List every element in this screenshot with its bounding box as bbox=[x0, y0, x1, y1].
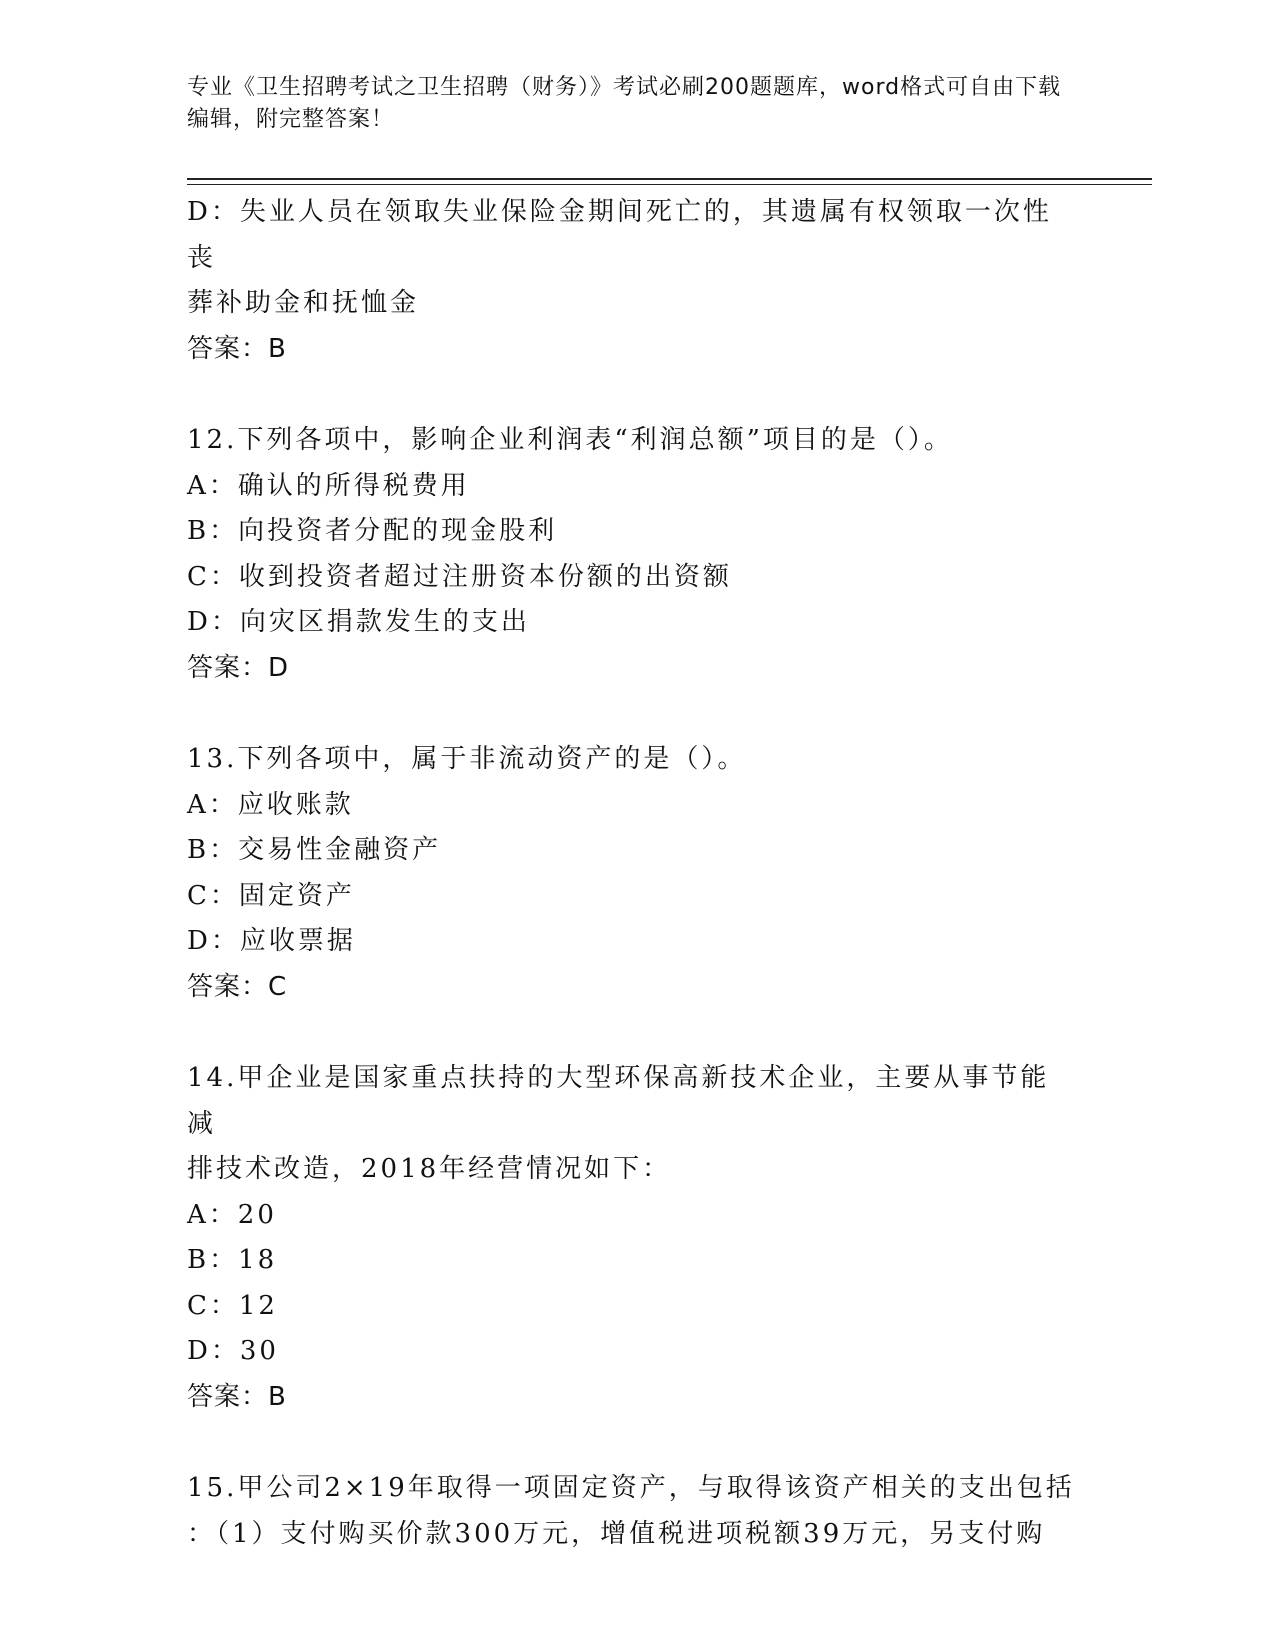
question-text-continued: 排技术改造，2018年经营情况如下： bbox=[187, 1154, 672, 1184]
option-b: B：交易性金融资产 bbox=[187, 835, 442, 865]
answer: 答案：B bbox=[187, 333, 287, 364]
question-14 bbox=[187, 1056, 1077, 1420]
option-d: D：30 bbox=[187, 1336, 279, 1366]
option-d: D：应收票据 bbox=[187, 926, 356, 956]
option-a: A：应收账款 bbox=[187, 789, 354, 820]
option-b: B：18 bbox=[187, 1245, 278, 1275]
question-text-continued: ：（1）支付购买价款300万元，增值税进项税额39万元，另支付购 bbox=[187, 1518, 1046, 1549]
header-divider-thick bbox=[187, 178, 1152, 180]
question-text: 12.下列各项中，影响企业利润表“利润总额”项目的是（）。 bbox=[187, 425, 953, 455]
option-a: A：20 bbox=[187, 1199, 277, 1230]
option-c: C：固定资产 bbox=[187, 880, 355, 911]
option-d: D：失业人员在领取失业保险金期间死亡的，其遗属有权领取一次性丧 bbox=[187, 197, 1052, 273]
option-c: C：12 bbox=[187, 1290, 278, 1321]
question-text: 14.甲企业是国家重点扶持的大型环保高新技术企业，主要从事节能减 bbox=[187, 1063, 1050, 1139]
option-c: C：收到投资者超过注册资本份额的出资额 bbox=[187, 561, 732, 592]
answer: 答案：C bbox=[187, 971, 288, 1002]
previous-question-tail bbox=[187, 190, 1077, 372]
question-12 bbox=[187, 418, 1077, 691]
option-a: A：确认的所得税费用 bbox=[187, 470, 470, 501]
question-13 bbox=[187, 737, 1077, 1010]
answer: 答案：B bbox=[187, 1381, 287, 1412]
question-15 bbox=[187, 1466, 1077, 1557]
answer: 答案：D bbox=[187, 652, 290, 683]
option-d-continued: 葬补助金和抚恤金 bbox=[187, 288, 420, 318]
question-content bbox=[187, 190, 1077, 1557]
header-divider-thin bbox=[187, 184, 1152, 185]
document-header: 专业《卫生招聘考试之卫生招聘（财务）》考试必刷200题题库，word格式可自由下载编辑，附完整答案！ bbox=[187, 75, 1062, 132]
option-d: D：向灾区捐款发生的支出 bbox=[187, 607, 530, 637]
question-text: 13.下列各项中，属于非流动资产的是（）。 bbox=[187, 744, 747, 774]
question-text: 15.甲公司2×19年取得一项固定资产，与取得该资产相关的支出包括 bbox=[187, 1473, 1075, 1503]
option-b: B：向投资者分配的现金股利 bbox=[187, 516, 558, 546]
